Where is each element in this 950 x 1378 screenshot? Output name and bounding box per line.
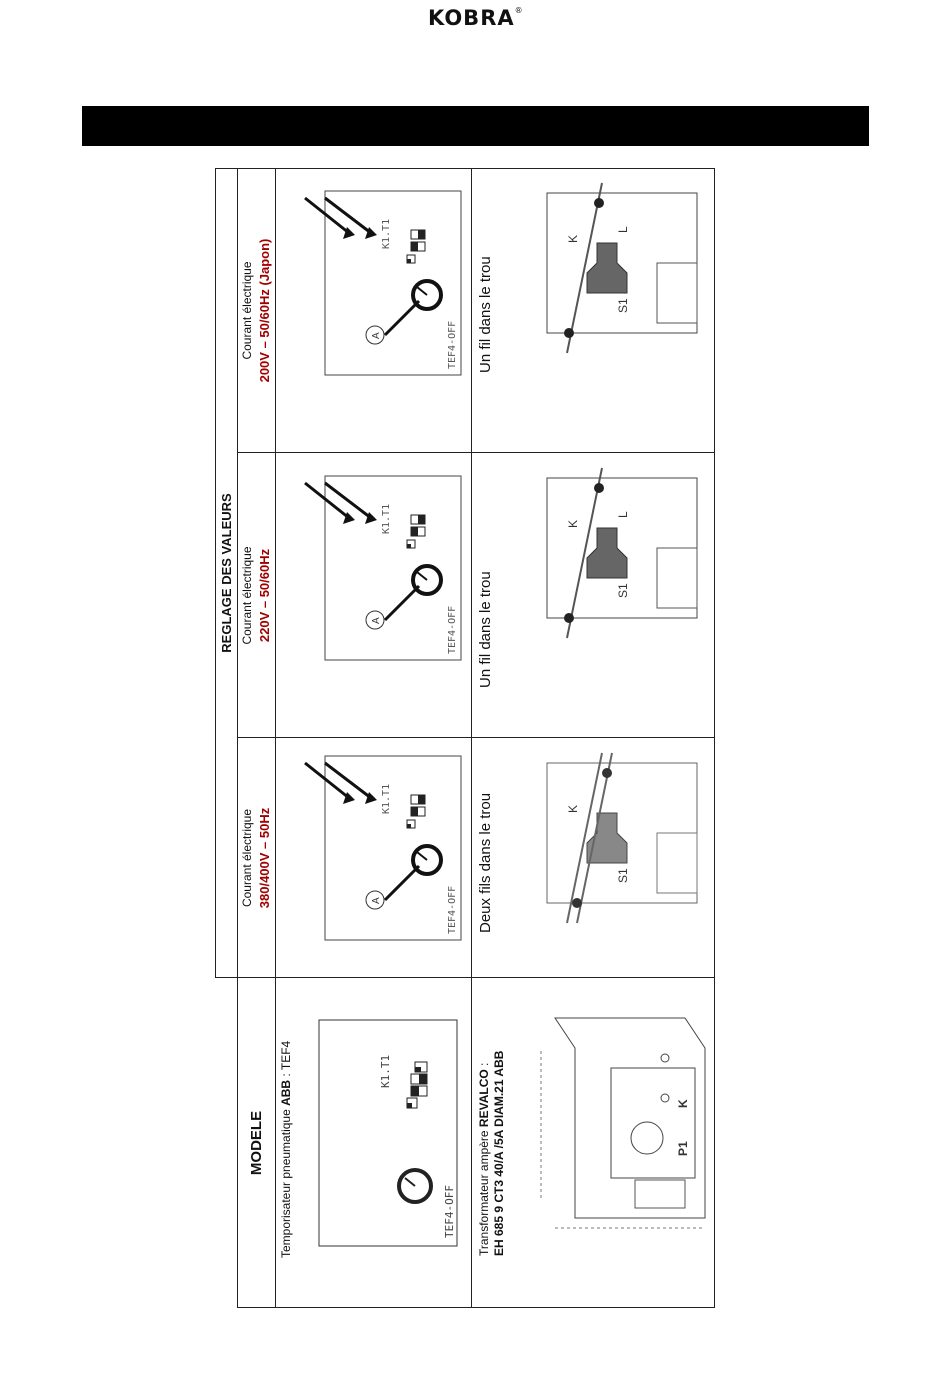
model-label-timer: Temporisateur pneumatique ABB : TEF4 <box>279 1040 293 1258</box>
svg-text:K1.T1: K1.T1 <box>379 1054 392 1088</box>
svg-text:K: K <box>566 234 580 243</box>
svg-text:A: A <box>371 617 382 624</box>
section-title-bar <box>82 106 869 146</box>
svg-text:L: L <box>616 226 630 233</box>
column-header-200v: Courant électrique 200V – 50/60Hz (Japon) <box>240 238 272 383</box>
svg-text:TEF4-OFF: TEF4-OFF <box>443 1185 456 1238</box>
timer-drawing-380v <box>279 748 469 948</box>
svg-text:S1: S1 <box>616 583 630 598</box>
svg-text:TEF4-OFF: TEF4-OFF <box>447 885 458 934</box>
transformer-drawing-220v <box>507 458 707 648</box>
wire-note-380v: Deux fils dans le trou <box>477 792 494 933</box>
svg-text:K1.T1: K1.T1 <box>381 783 392 814</box>
model-label-transformer: Transformateur ampère REVALCO : EH 685 9 CT3 40/A /5A DIAM.21 ABB <box>477 1050 506 1256</box>
svg-text:K: K <box>676 1099 690 1108</box>
svg-text:L: L <box>616 511 630 518</box>
transformer-drawing-200v <box>507 173 707 363</box>
svg-text:P1: P1 <box>676 1141 690 1156</box>
modele-header: MODELE <box>247 1110 265 1176</box>
svg-text:S1: S1 <box>616 868 630 883</box>
svg-text:TEF4-OFF: TEF4-OFF <box>447 605 458 654</box>
column-header-220v: Courant électrique 220V – 50/60Hz <box>240 546 272 645</box>
transformer-drawing-380v <box>507 743 707 933</box>
svg-text:K: K <box>566 804 580 813</box>
wire-note-200v: Un fil dans le trou <box>477 256 494 373</box>
transformer-drawing-model <box>515 988 711 1248</box>
column-header-380v: Courant électrique 380/400V – 50Hz <box>240 807 272 909</box>
settings-table <box>215 168 715 1308</box>
svg-text:K1.T1: K1.T1 <box>381 218 392 249</box>
svg-text:A: A <box>371 332 382 339</box>
svg-text:TEF4-OFF: TEF4-OFF <box>447 320 458 369</box>
svg-text:S1: S1 <box>616 298 630 313</box>
svg-text:K1.T1: K1.T1 <box>381 503 392 534</box>
reglage-header: REGLAGE DES VALEURS <box>218 493 234 653</box>
timer-drawing-200v <box>279 183 469 383</box>
svg-text:A: A <box>371 897 382 904</box>
timer-drawing-model <box>297 1018 467 1248</box>
kobra-logo: KOBRA® <box>428 6 524 30</box>
wire-note-220v: Un fil dans le trou <box>477 571 494 688</box>
svg-text:K: K <box>566 519 580 528</box>
timer-drawing-220v <box>279 468 469 668</box>
